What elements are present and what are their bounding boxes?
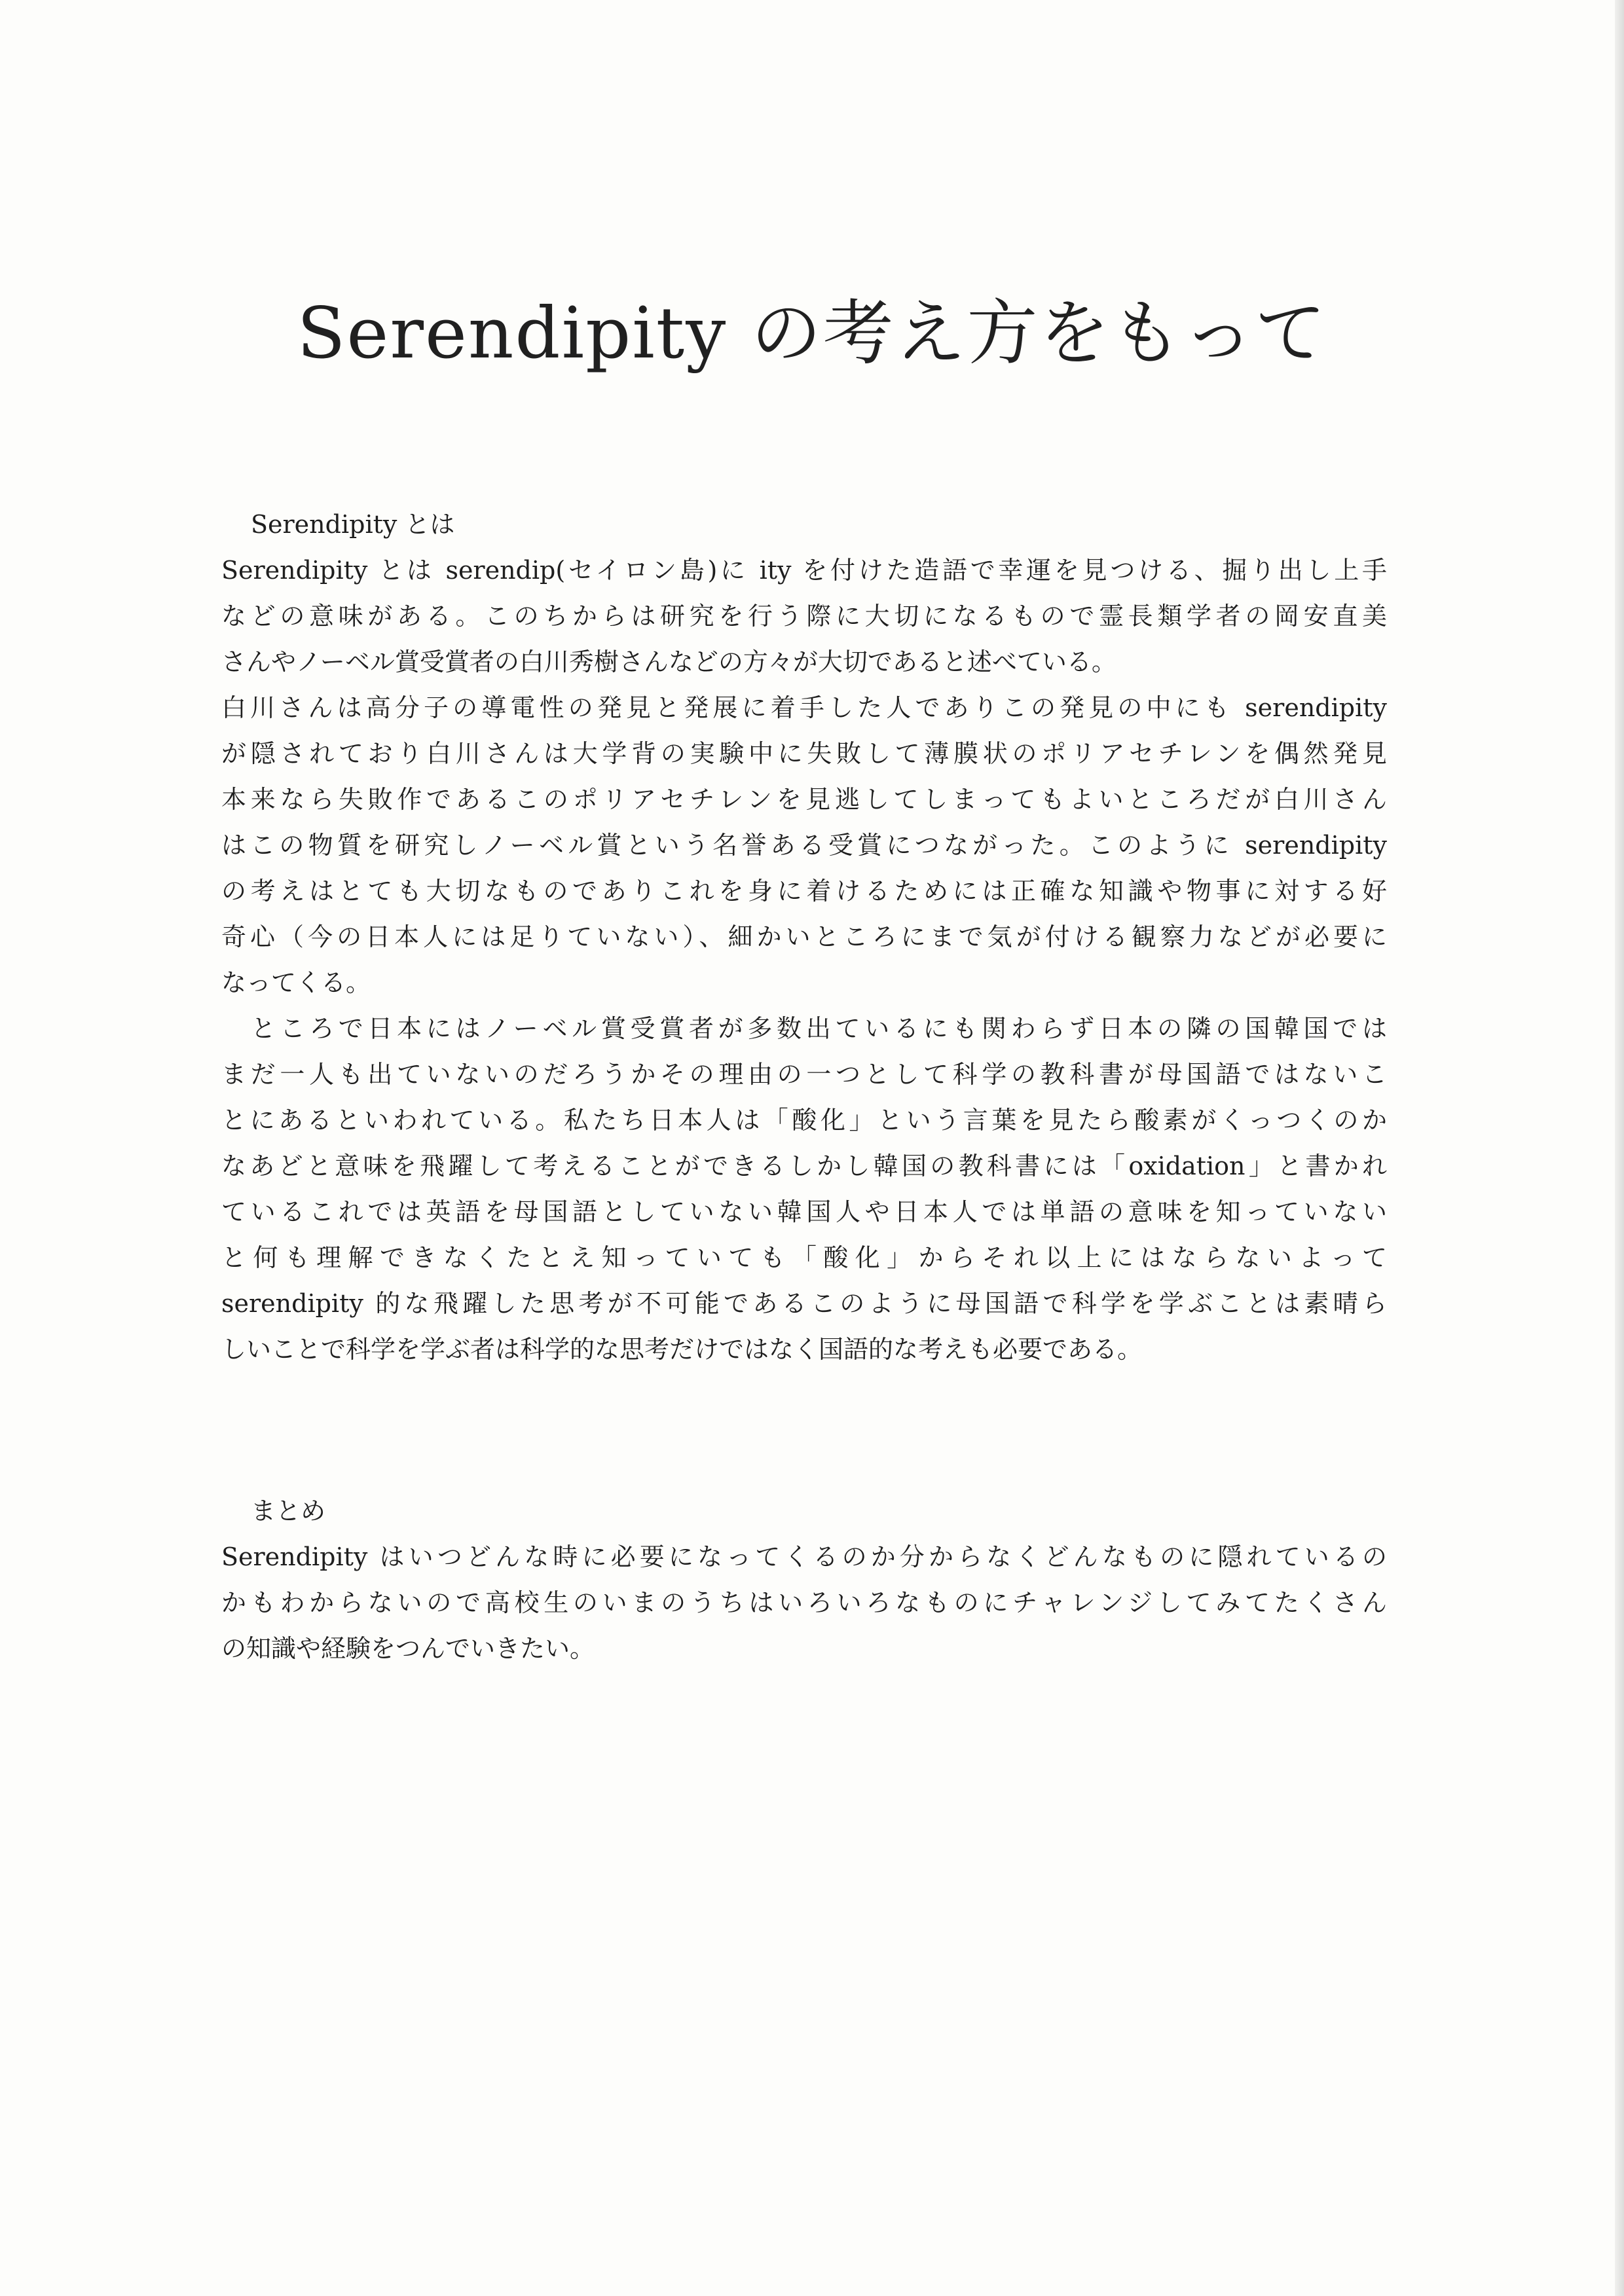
section-serendipity bbox=[221, 501, 1387, 1372]
paragraph-line: の考えはとても大切なものでありこれを身に着けるためには正確な知識や物事に対する好 bbox=[221, 877, 1387, 905]
paragraph-line: が隠されており白川さんは大学背の実験中に失敗して薄膜状のポリアセチレンを偶然発見 bbox=[221, 739, 1387, 768]
section-summary bbox=[221, 1488, 1387, 1671]
paragraph-line: 本来なら失敗作であるこのポリアセチレンを見逃してしまってもよいところだが白川さん bbox=[221, 785, 1387, 814]
section-heading: まとめ bbox=[251, 1497, 326, 1525]
paragraph-line: Serendipity はいつどんな時に必要になってくるのか分からなくどんなものに隠れているの bbox=[221, 1542, 1387, 1571]
paragraph-line: なってくる。 bbox=[221, 968, 371, 997]
paragraph-line: とにあるといわれている。私たち日本人は「酸化」という言葉を見たら酸素がくっつくのか bbox=[221, 1106, 1387, 1135]
paragraph-line: と何も理解できなくたとえ知っていても「酸化」からそれ以上にはならないよって bbox=[221, 1243, 1387, 1272]
page-title: Serendipity の考え方をもって bbox=[297, 293, 1327, 374]
paragraph-line: 白川さんは高分子の導電性の発見と発展に着手した人でありこの発見の中にも serendipity bbox=[221, 693, 1387, 722]
paragraph-line: しいことで科学を学ぶ者は科学的な思考だけではなく国語的な考えも必要である。 bbox=[221, 1335, 1143, 1364]
paragraph-line: Serendipity とは serendip(セイロン島)に ity を付けた造語で幸運を見つける、掘り出し上手 bbox=[221, 556, 1387, 585]
paragraph-line: ところで日本にはノーベル賞受賞者が多数出ているにも関わらず日本の隣の国韓国では bbox=[251, 1014, 1387, 1043]
paragraph-line: ているこれでは英語を母国語としていない韓国人や日本人では単語の意味を知っていない bbox=[221, 1197, 1387, 1226]
paragraph-line: 奇心（今の日本人には足りていない）、細かいところにまで気が付ける観察力などが必要に bbox=[221, 922, 1387, 951]
paragraph-line: の知識や経験をつんでいきたい。 bbox=[221, 1634, 595, 1663]
paragraph-line: かもわからないので高校生のいまのうちはいろいろなものにチャレンジしてみてたくさん bbox=[221, 1588, 1387, 1617]
paragraph-line: さんやノーベル賞受賞者の白川秀樹さんなどの方々が大切であると述べている。 bbox=[221, 647, 1116, 676]
paragraph-line: などの意味がある。このちからは研究を行う際に大切になるもので霊長類学者の岡安直美 bbox=[221, 602, 1387, 630]
paragraph-line: はこの物質を研究しノーベル賞という名誉ある受賞につながった。このように serendipity bbox=[221, 831, 1387, 860]
paragraph-line: serendipity 的な飛躍した思考が不可能であるこのように母国語で科学を学ぶことは素晴ら bbox=[221, 1289, 1387, 1318]
section-heading: Serendipity とは bbox=[251, 510, 455, 539]
paragraph-line: なあどと意味を飛躍して考えることができるしかし韓国の教科書には「oxidation」と書かれ bbox=[221, 1152, 1387, 1180]
paragraph-line: まだ一人も出ていないのだろうかその理由の一つとして科学の教科書が母国語ではないこ bbox=[221, 1060, 1387, 1089]
